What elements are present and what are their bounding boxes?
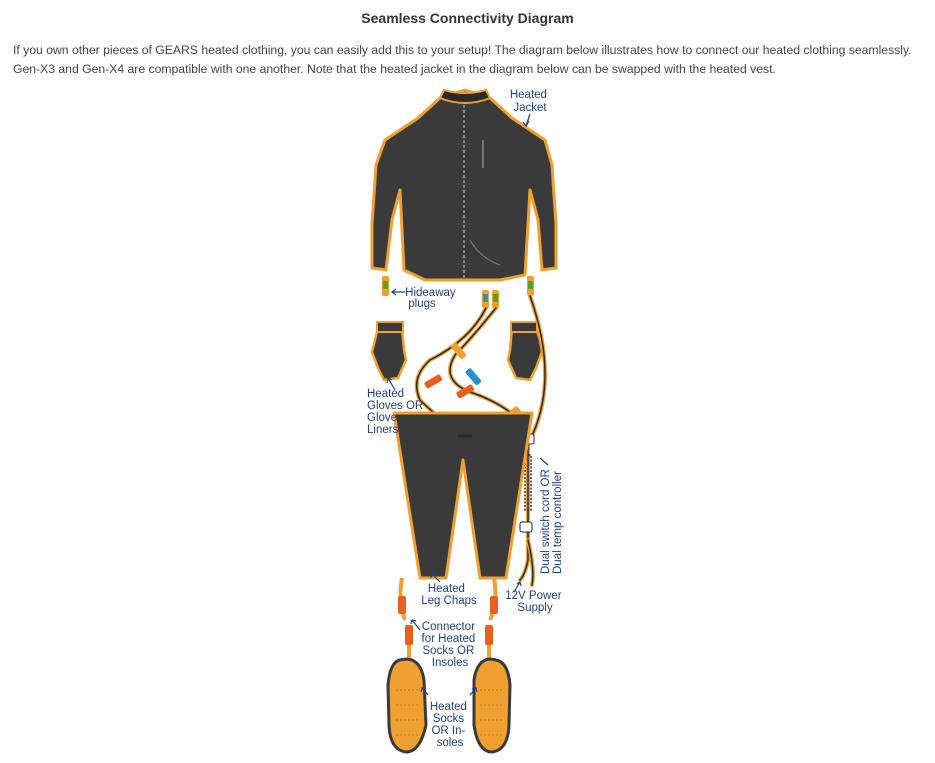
label-heated-leg-chaps: Heated Leg Chaps bbox=[421, 583, 477, 607]
diagram-title: Seamless Connectivity Diagram bbox=[361, 10, 574, 26]
label-dual-switch-cord: Dual switch cord OR Dual temp controller bbox=[540, 469, 564, 574]
label-heated-gloves: Heated Gloves OR Glove Liners bbox=[367, 388, 424, 436]
heated-leg-chaps bbox=[394, 413, 532, 578]
label-hideaway-plugs: Hideaway plugs bbox=[405, 287, 456, 310]
label-heated-socks: Heated Socks OR In- soles bbox=[429, 701, 467, 749]
label-heated-jacket: Heated Jacket bbox=[509, 89, 547, 114]
label-sock-connector: Connector for Heated Socks OR Insoles bbox=[421, 621, 476, 669]
intro-paragraph: If you own other pieces of GEARS heated clothing, you can easily add this to your setup! The diagram below illustrates how to connect our heated clothing seamlessly. Gen-X3 and Gen-X4 are compatible with one another. Note that the heated jacket in the diagram below can be swapped with the heated vest. bbox=[13, 43, 912, 76]
label-12v-power-supply: 12V Power Supply bbox=[505, 590, 562, 614]
